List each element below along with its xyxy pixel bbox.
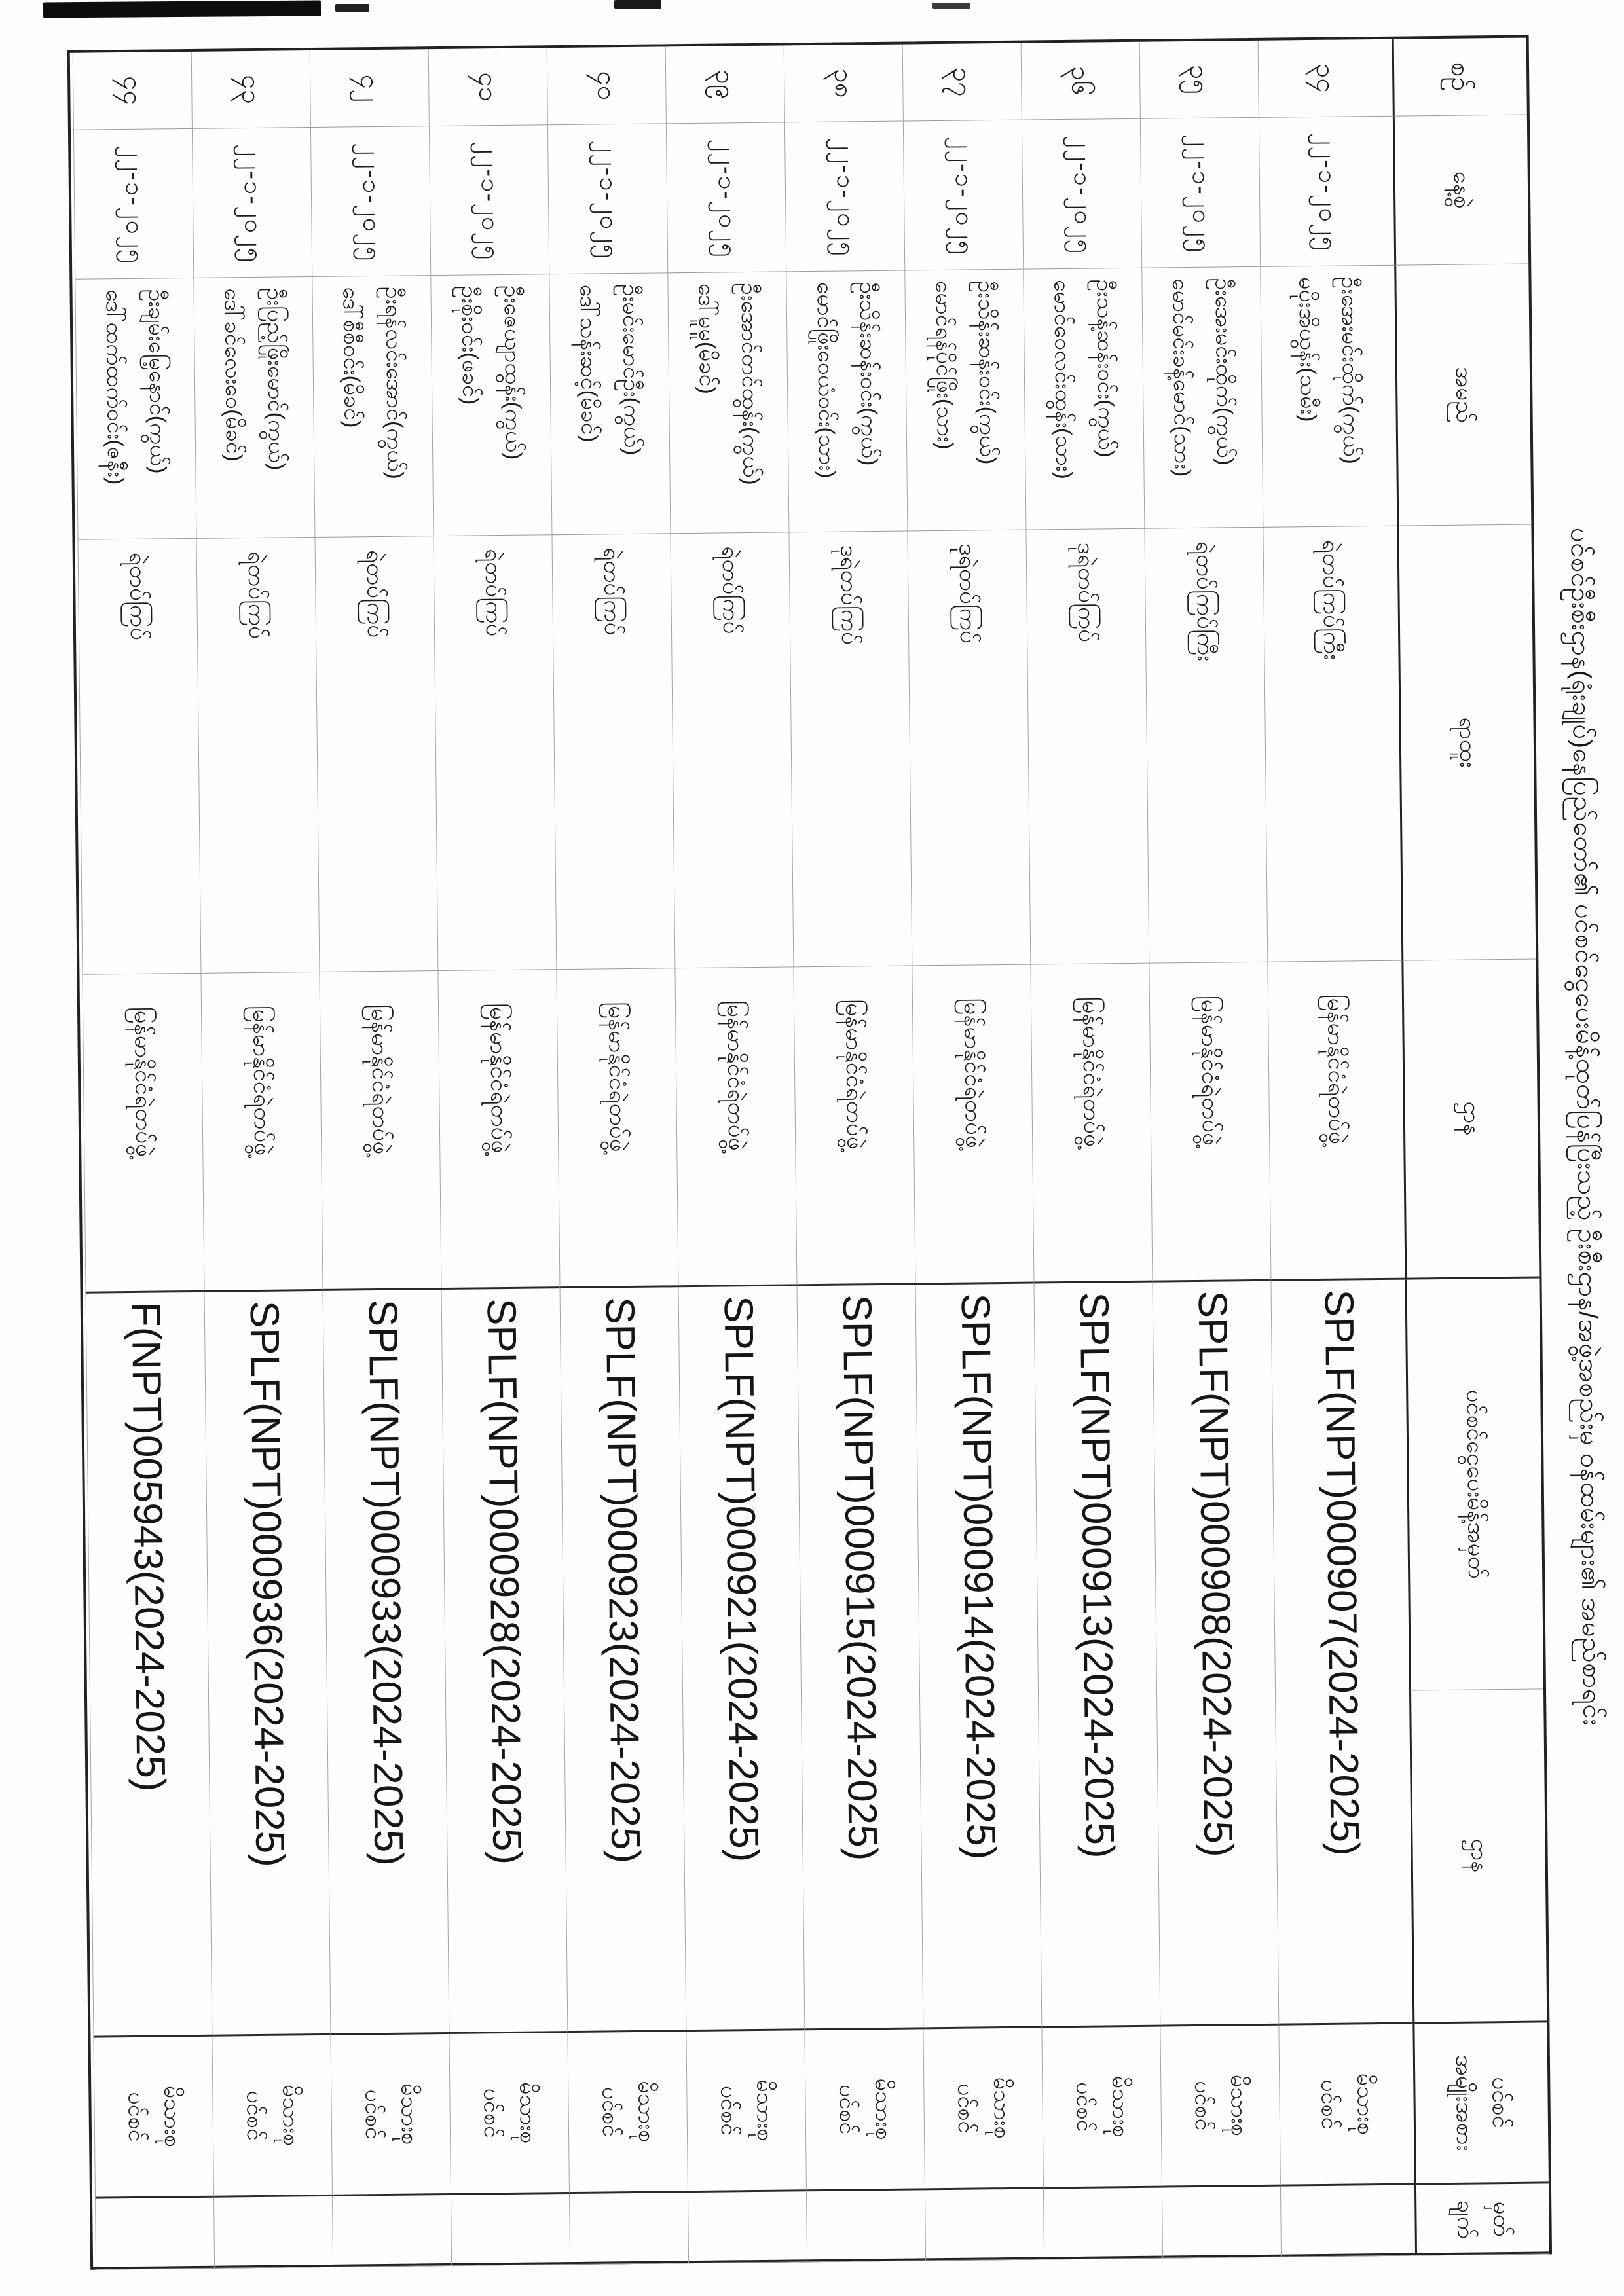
- order-number-cell: SPLF(NPT)000933(2024-2025): [323, 1290, 449, 2035]
- pension-type-cell: [1041, 2027, 1162, 2189]
- serial-cell: ၃၄: [1258, 39, 1393, 118]
- pension-type-line1: မိသားစု: [1107, 2075, 1134, 2138]
- date-cell: ၂၂-၁-၂၀၂၅: [547, 124, 667, 274]
- date-cell: ၂၂-၁-၂၀၂၅: [1259, 117, 1394, 267]
- beneficiary-name: မောင်ဖြိုးဝေယံဝင်း(သား): [812, 282, 840, 479]
- beneficiary-name: မောင်ဝေလင်းထွန်း(သား): [1049, 279, 1077, 480]
- serial-cell: ၃၇: [902, 43, 1022, 122]
- deceased-name: ဦးပြည့်ဖြိုးမောင်(ကွယ်): [262, 287, 289, 471]
- name-cell: [549, 273, 670, 535]
- order-number-cell: SPLF(NPT)000915(2024-2025): [797, 1285, 923, 2030]
- pension-type-cell: [923, 2028, 1043, 2190]
- rank-cell: ရဲတပ်ကြပ်ကြီး: [1263, 526, 1401, 962]
- header-name: အမည်: [1394, 264, 1531, 526]
- serial-cell: ၃၉: [665, 45, 784, 124]
- deceased-name: ဦးအေးမင်းထိုက်(ကွယ်): [1337, 276, 1364, 465]
- serial-cell: ၄၃: [191, 50, 310, 129]
- serial-cell: ၄၀: [547, 46, 666, 125]
- deceased-name: ဦးသိန်းဆန်းဝင်း(ကွယ်): [973, 280, 1001, 465]
- header-rank: ရာထူး: [1397, 525, 1536, 961]
- order-number-cell: SPLF(NPT)000907(2024-2025): [1270, 1280, 1412, 2026]
- pension-type-line2: ပင်စင်: [360, 2089, 386, 2140]
- department-cell: မြန်မာနိုင်ငံရဲတပ်ဖွဲ့: [912, 965, 1033, 1285]
- header-remark-line2: ချက်: [1452, 2200, 1479, 2240]
- serial-cell: ၃၆: [1021, 42, 1140, 120]
- rank-cell: ဒုရဲတပ်ကြပ်: [907, 530, 1030, 966]
- remark-cell: [925, 2189, 1044, 2261]
- name-cell: [904, 270, 1025, 532]
- remark-cell: [213, 2196, 333, 2269]
- department-cell: မြန်မာနိုင်ငံရဲတပ်ဖွဲ့: [1267, 961, 1405, 1281]
- pension-type-line2: ပင်စင်: [953, 2083, 979, 2134]
- date-cell: ၂၂-၁-၂၀၂၅: [1140, 118, 1260, 268]
- department-cell: မြန်မာနိုင်ငံရဲတပ်ဖွဲ့: [200, 972, 322, 1292]
- pension-type-cell: [1160, 2026, 1280, 2188]
- department-cell: မြန်မာနိုင်ငံရဲတပ်ဖွဲ့: [674, 967, 796, 1287]
- remark-cell: [451, 2194, 570, 2266]
- serial-cell: ၄၄: [73, 52, 192, 130]
- date-cell: ၂၂-၁-၂၀၂၅: [73, 129, 193, 280]
- header-pension-type: [1412, 2022, 1549, 2185]
- pension-type-line2: ပင်စင်: [597, 2086, 623, 2138]
- remark-cell: [1280, 2185, 1415, 2257]
- pension-type-line1: မိသားစု: [1352, 2073, 1378, 2136]
- deceased-name: ဦးအောင်တင်ထွန်း(ကွယ်): [736, 282, 764, 485]
- pension-type-line1: မိသားစု: [633, 2081, 659, 2143]
- pension-type-line1: မိသားစု: [396, 2083, 422, 2145]
- header-office: ဌာန: [1409, 1689, 1547, 2024]
- beneficiary-name: ဒေါ်သန်းဆင့်(မိခင်): [575, 284, 602, 443]
- remark-cell: [1162, 2187, 1281, 2259]
- header-order-no: ပင်စင်ငွေပေးမိန့်အမှတ်: [1405, 1278, 1543, 1690]
- pension-type-cell: [212, 2035, 332, 2198]
- pension-type-line2: ပင်စင်: [242, 2090, 268, 2141]
- name-cell: [75, 278, 196, 540]
- header-serial: စဉ်: [1392, 38, 1527, 117]
- rank-cell: ရဲတပ်ကြပ်: [314, 536, 437, 972]
- beneficiary-name: ဦးစိုးဝင်း(ဖခင်): [456, 285, 483, 405]
- order-number-cell: SPLF(NPT)000928(2024-2025): [441, 1288, 568, 2034]
- pension-type-cell: [1278, 2024, 1414, 2187]
- date-cell: ၂၂-၁-၂၀၂၅: [784, 122, 904, 272]
- beneficiary-name: ဒေါ်ခင်လေးဝေ(မိခင်): [219, 288, 247, 462]
- scan-artifact-streak: [932, 3, 970, 9]
- header-date: နေ့စွဲ: [1393, 115, 1528, 266]
- name-cell: [1260, 266, 1397, 528]
- order-number-cell: SPLF(NPT)000936(2024-2025): [204, 1291, 331, 2037]
- pension-type-line1: မိသားစု: [1226, 2074, 1252, 2137]
- scan-artifact-streak: [614, 0, 661, 9]
- pension-type-line2: ပင်စင်: [479, 2088, 505, 2139]
- date-cell: ၂၂-၁-၂၀၂၅: [310, 126, 430, 277]
- pension-type-line2: ပင်စင်: [123, 2092, 149, 2142]
- order-number-cell: SPLF(NPT)000913(2024-2025): [1033, 1283, 1160, 2028]
- beneficiary-name: ဒေါ်ထက်ထက်ဝင်း(ဇနီး): [101, 289, 128, 485]
- pension-type-line1: မိသားစု: [752, 2079, 778, 2141]
- remark-cell: [806, 2190, 925, 2262]
- scan-artifact-streak: [335, 4, 369, 12]
- order-number-cell: F(NPT)005943(2024-2025): [86, 1292, 212, 2038]
- rank-cell: ရဲတပ်ကြပ်: [78, 539, 201, 975]
- pension-type-cell: [330, 2034, 451, 2196]
- remark-cell: [688, 2191, 807, 2263]
- deceased-name: ဦးရန်လင်းအောင်(ကွယ်): [380, 286, 408, 479]
- deceased-name: ဦးအေးမင်းထိုက်(ကွယ်): [1210, 278, 1238, 466]
- rank-cell: ရဲတပ်ကြပ်: [551, 534, 674, 970]
- rank-cell: ရဲတပ်ကြပ်: [433, 535, 556, 971]
- department-cell: မြန်မာနိုင်ငံရဲတပ်ဖွဲ့: [1149, 962, 1270, 1283]
- date-cell: ၂၂-၁-၂၀၂၅: [192, 128, 312, 278]
- department-cell: မြန်မာနိုင်ငံရဲတပ်ဖွဲ့: [319, 971, 441, 1291]
- order-number-cell: SPLF(NPT)000914(2024-2025): [915, 1284, 1041, 2030]
- pension-type-line1: မိသားစု: [159, 2085, 185, 2148]
- serial-cell: ၄၁: [428, 48, 547, 126]
- remark-cell: [332, 2195, 451, 2267]
- date-cell: ၂၂-၁-၂၀၂၅: [903, 120, 1023, 271]
- pension-type-line1: မိသားစု: [989, 2077, 1015, 2139]
- department-cell: မြန်မာနိုင်ငံရဲတပ်ဖွဲ့: [437, 970, 559, 1290]
- name-cell: [1023, 268, 1144, 530]
- header-department: ဌာန: [1401, 959, 1539, 1279]
- header-pension-type-line2: အမျိုးအစား: [1450, 2054, 1478, 2151]
- deceased-name: ဦးဇေယျာထွန်း(ကွယ်): [499, 285, 526, 460]
- department-cell: မြန်မာနိုင်ငံရဲတပ်ဖွဲ့: [82, 974, 204, 1294]
- pension-type-line2: ပင်စင်: [1071, 2081, 1098, 2132]
- beneficiary-name: ဒေါ်မူမူ(မိခင်): [693, 283, 720, 394]
- name-cell: [193, 277, 314, 539]
- serial-cell: ၃၈: [784, 45, 903, 123]
- pension-type-cell: [686, 2030, 806, 2193]
- pension-type-cell: [804, 2029, 925, 2191]
- deceased-name: ဦးမင်းမောင်ဦး(ကွယ်): [618, 283, 645, 456]
- date-cell: ၂၂-၁-၂၀၂၅: [1022, 119, 1141, 270]
- department-cell: မြန်မာနိုင်ငံရဲတပ်ဖွဲ့: [1030, 964, 1152, 1284]
- name-cell: [786, 271, 907, 533]
- name-cell: [430, 274, 551, 536]
- beneficiary-name: ဒေါ်စီစီဝင်း(မိခင်): [338, 287, 365, 428]
- remark-cell: [95, 2198, 214, 2270]
- rank-cell: ဒုရဲတပ်ကြပ်: [1025, 529, 1149, 965]
- pension-type-line1: မိသားစု: [870, 2078, 896, 2140]
- header-remark: [1414, 2183, 1549, 2255]
- serial-cell: ၃၅: [1139, 41, 1259, 119]
- rank-cell: ဒုရဲတပ်ကြပ်: [788, 532, 912, 968]
- date-cell: ၂၂-၁-၂၀၂၅: [429, 125, 549, 276]
- order-number-cell: SPLF(NPT)000921(2024-2025): [678, 1286, 805, 2032]
- pension-type-cell: [567, 2032, 688, 2194]
- pension-type-line1: မိသားစု: [515, 2081, 541, 2144]
- beneficiary-name: မောင်မင်းခန့်မောင်(သား): [1168, 278, 1195, 477]
- pension-table: [67, 35, 1552, 2270]
- pension-type-line2: ပင်စင်: [716, 2085, 742, 2136]
- pension-type-line2: ပင်စင်: [1316, 2079, 1342, 2130]
- pension-type-line2: ပင်စင်: [834, 2084, 860, 2135]
- name-cell: [1141, 267, 1263, 529]
- deceased-name: ဦးသိန်းဆန်းဝင်း(ကွယ်): [855, 281, 882, 466]
- pension-type-line1: မိသားစု: [278, 2084, 304, 2147]
- order-number-cell: SPLF(NPT)000923(2024-2025): [560, 1287, 686, 2033]
- serial-cell: ၄၂: [310, 49, 429, 128]
- remark-cell: [1043, 2188, 1162, 2260]
- date-cell: ၂၂-၁-၂၀၂၅: [666, 122, 786, 273]
- deceased-name: ဦးချမ်းမြေ့နောင်(ကွယ်): [143, 289, 171, 474]
- name-cell: [667, 272, 788, 534]
- scan-artifact-streak: [43, 1, 321, 18]
- header-remark-line1: မှတ်: [1488, 2201, 1515, 2237]
- deceased-name: ဦးသန့်ဆန်းဝင်း(ကွယ်): [1092, 279, 1119, 458]
- remark-cell: [569, 2193, 688, 2265]
- page-title: ပင်စင်ဦးစီးဌာန(ရုံးချုပ်)နေပြည်တော်၏ ပင်စင်ငွေပေးမိန့်ထုတ်ပြန်ပြီးသည့် ဦးစီးဌာန/အဖွဲ့အစည်းမှ ဝန်ထမ်းများ၏ အမည်စာရင်း: [1565, 527, 1607, 1726]
- beneficiary-name: မပိုးအိယွန်း(သမီး): [1294, 276, 1321, 422]
- beneficiary-name: မောင်ရန်ပိုင်ဖြိုး(သား): [931, 280, 958, 450]
- department-cell: မြန်မာနိုင်ငံရဲတပ်ဖွဲ့: [556, 968, 678, 1288]
- header-pension-type-line1: ပင်စင်: [1486, 2077, 1513, 2129]
- pension-type-line2: ပင်စင်: [1190, 2081, 1216, 2131]
- order-number-cell: SPLF(NPT)000908(2024-2025): [1152, 1281, 1278, 2027]
- rank-cell: ရဲတပ်ကြပ်ကြီး: [1144, 528, 1267, 964]
- name-cell: [312, 276, 433, 538]
- rank-cell: ရဲတပ်ကြပ်: [196, 538, 319, 974]
- pension-type-cell: [93, 2037, 213, 2199]
- pension-type-cell: [449, 2033, 569, 2195]
- department-cell: မြန်မာနိုင်ငံရဲတပ်ဖွဲ့: [793, 966, 915, 1286]
- rank-cell: ရဲတပ်ကြပ်: [670, 532, 793, 968]
